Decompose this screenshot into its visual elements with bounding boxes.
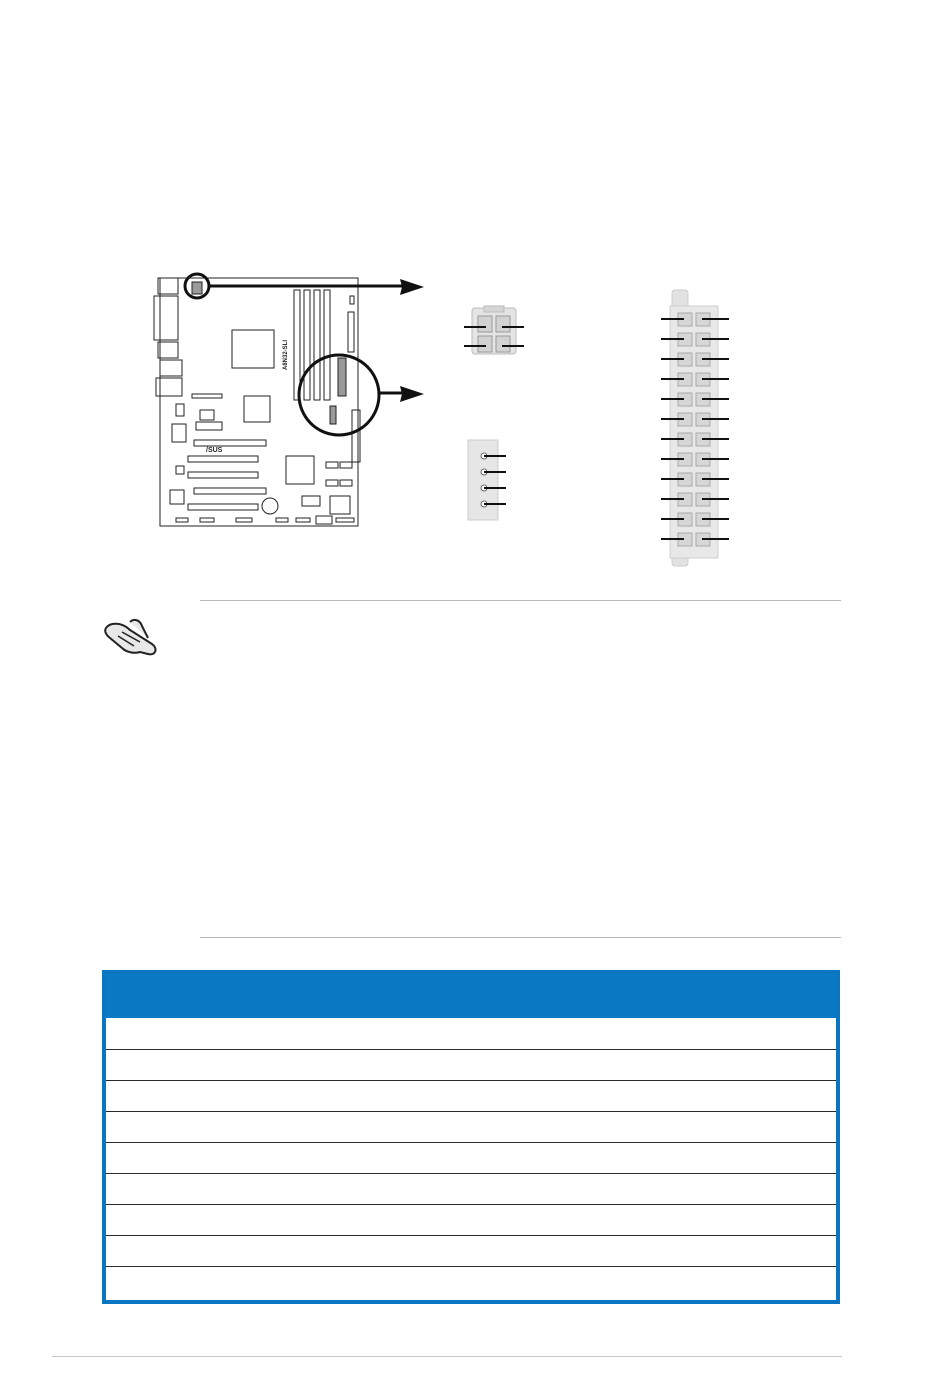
ez-plug-connector-mark	[330, 406, 336, 424]
table-row	[106, 1204, 836, 1235]
atx-12v-connector-mark	[192, 282, 202, 294]
note-bottom-rule	[200, 937, 841, 938]
ez-plug-4pin-connector	[468, 440, 506, 520]
board-silkscreen: A8N32-SLI	[283, 339, 289, 370]
hand-pointing-icon	[100, 608, 164, 658]
atx-12v-4pin-connector	[464, 306, 524, 354]
table-row	[106, 1235, 836, 1266]
power-connector-diagram	[0, 0, 950, 600]
note-top-rule	[200, 600, 841, 601]
arrow-to-4pin	[209, 279, 424, 295]
spec-table-header	[106, 974, 836, 1018]
eatx-power-connector-mark	[338, 358, 346, 396]
spec-table-body	[106, 1018, 836, 1300]
table-row	[106, 1142, 836, 1173]
arrow-to-24pin	[379, 386, 424, 402]
footer-rule	[52, 1356, 842, 1357]
motherboard-layout	[154, 278, 360, 526]
eatx-24pin-connector	[661, 290, 729, 566]
table-row	[106, 1080, 836, 1111]
table-row	[106, 1049, 836, 1080]
table-row	[106, 1266, 836, 1309]
table-row	[106, 1018, 836, 1048]
vendor-logo: /SUS	[206, 447, 223, 454]
table-row	[106, 1111, 836, 1142]
power-spec-table	[102, 970, 840, 1304]
table-row	[106, 1173, 836, 1204]
